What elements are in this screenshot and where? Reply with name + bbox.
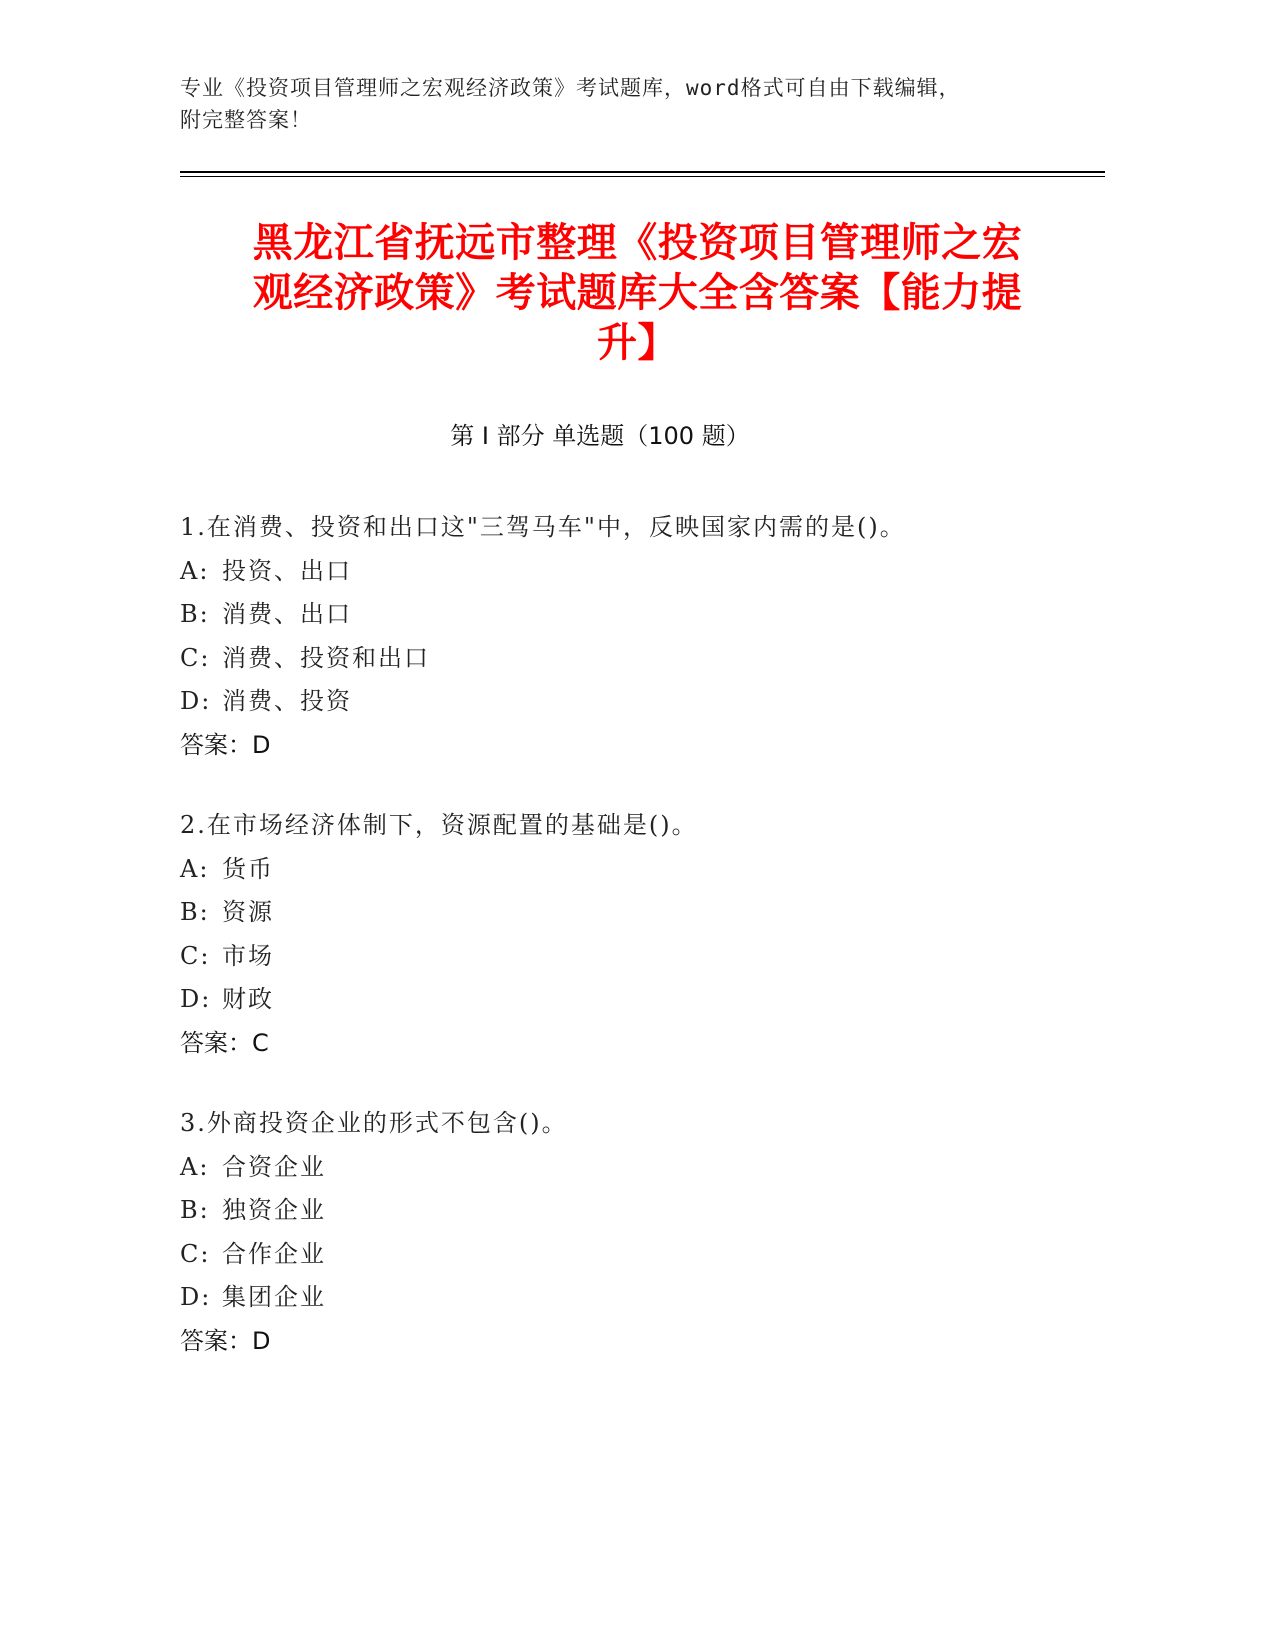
document-title-line-1: 黑龙江省抚远市整理《投资项目管理师之宏 [252, 220, 1023, 266]
option-text: 合资企业 [222, 1152, 326, 1181]
document-title-line-3: 升】 [597, 320, 678, 366]
option-b [180, 593, 1080, 637]
answer: 答案：C [180, 1028, 269, 1057]
header-note [180, 72, 1060, 136]
option-text: 投资、出口 [222, 556, 352, 585]
option-d [180, 978, 1080, 1022]
option-text: 货币 [222, 854, 274, 883]
option-d [180, 680, 1080, 724]
option-text: 资源 [222, 898, 274, 926]
option-text: 消费、投资 [222, 687, 352, 715]
option-letter: B: [180, 600, 210, 628]
section-heading: 第 I 部分 单选题（100 题） [450, 422, 750, 450]
header-note-line-2: 附完整答案！ [180, 108, 312, 132]
option-letter: C: [180, 1239, 211, 1268]
question-stem: 3.外商投资企业的形式不包含()。 [180, 1109, 568, 1137]
document-title [185, 218, 1090, 368]
answer: 答案：D [180, 730, 271, 759]
option-d [180, 1276, 1080, 1320]
header-divider-thin [180, 176, 1105, 177]
option-b [180, 1189, 1080, 1233]
document-title-line-2: 观经济政策》考试题库大全含答案【能力提 [252, 270, 1023, 316]
question-2 [180, 804, 1080, 1065]
option-letter: D: [180, 687, 212, 715]
question-stem: 2.在市场经济体制下，资源配置的基础是()。 [180, 811, 698, 839]
option-text: 市场 [222, 941, 274, 970]
question-1 [180, 506, 1080, 767]
option-a [180, 550, 1080, 594]
option-letter: A: [180, 854, 210, 883]
option-letter: A: [180, 556, 210, 585]
header-note-line-1: 专业《投资项目管理师之宏观经济政策》考试题库，word格式可自由下载编辑， [180, 76, 961, 100]
option-letter: D: [180, 1283, 212, 1311]
option-letter: A: [180, 1152, 210, 1181]
option-text: 消费、投资和出口 [222, 643, 430, 672]
option-text: 合作企业 [222, 1239, 326, 1268]
option-c [180, 935, 1080, 979]
option-c [180, 637, 1080, 681]
option-text: 集团企业 [222, 1283, 326, 1311]
option-letter: C: [180, 643, 211, 672]
option-a [180, 848, 1080, 892]
header-divider-thick [180, 171, 1105, 173]
option-text: 消费、出口 [222, 600, 352, 628]
question-stem: 1.在消费、投资和出口这"三驾马车"中，反映国家内需的是()。 [180, 513, 906, 541]
option-letter: C: [180, 941, 211, 970]
answer: 答案：D [180, 1326, 271, 1355]
option-a [180, 1146, 1080, 1190]
question-3 [180, 1102, 1080, 1363]
option-text: 独资企业 [222, 1196, 326, 1224]
option-letter: D: [180, 985, 212, 1013]
option-c [180, 1233, 1080, 1277]
option-b [180, 891, 1080, 935]
question-list [180, 506, 1080, 1400]
option-letter: B: [180, 898, 210, 926]
option-letter: B: [180, 1196, 210, 1224]
option-text: 财政 [222, 985, 274, 1013]
